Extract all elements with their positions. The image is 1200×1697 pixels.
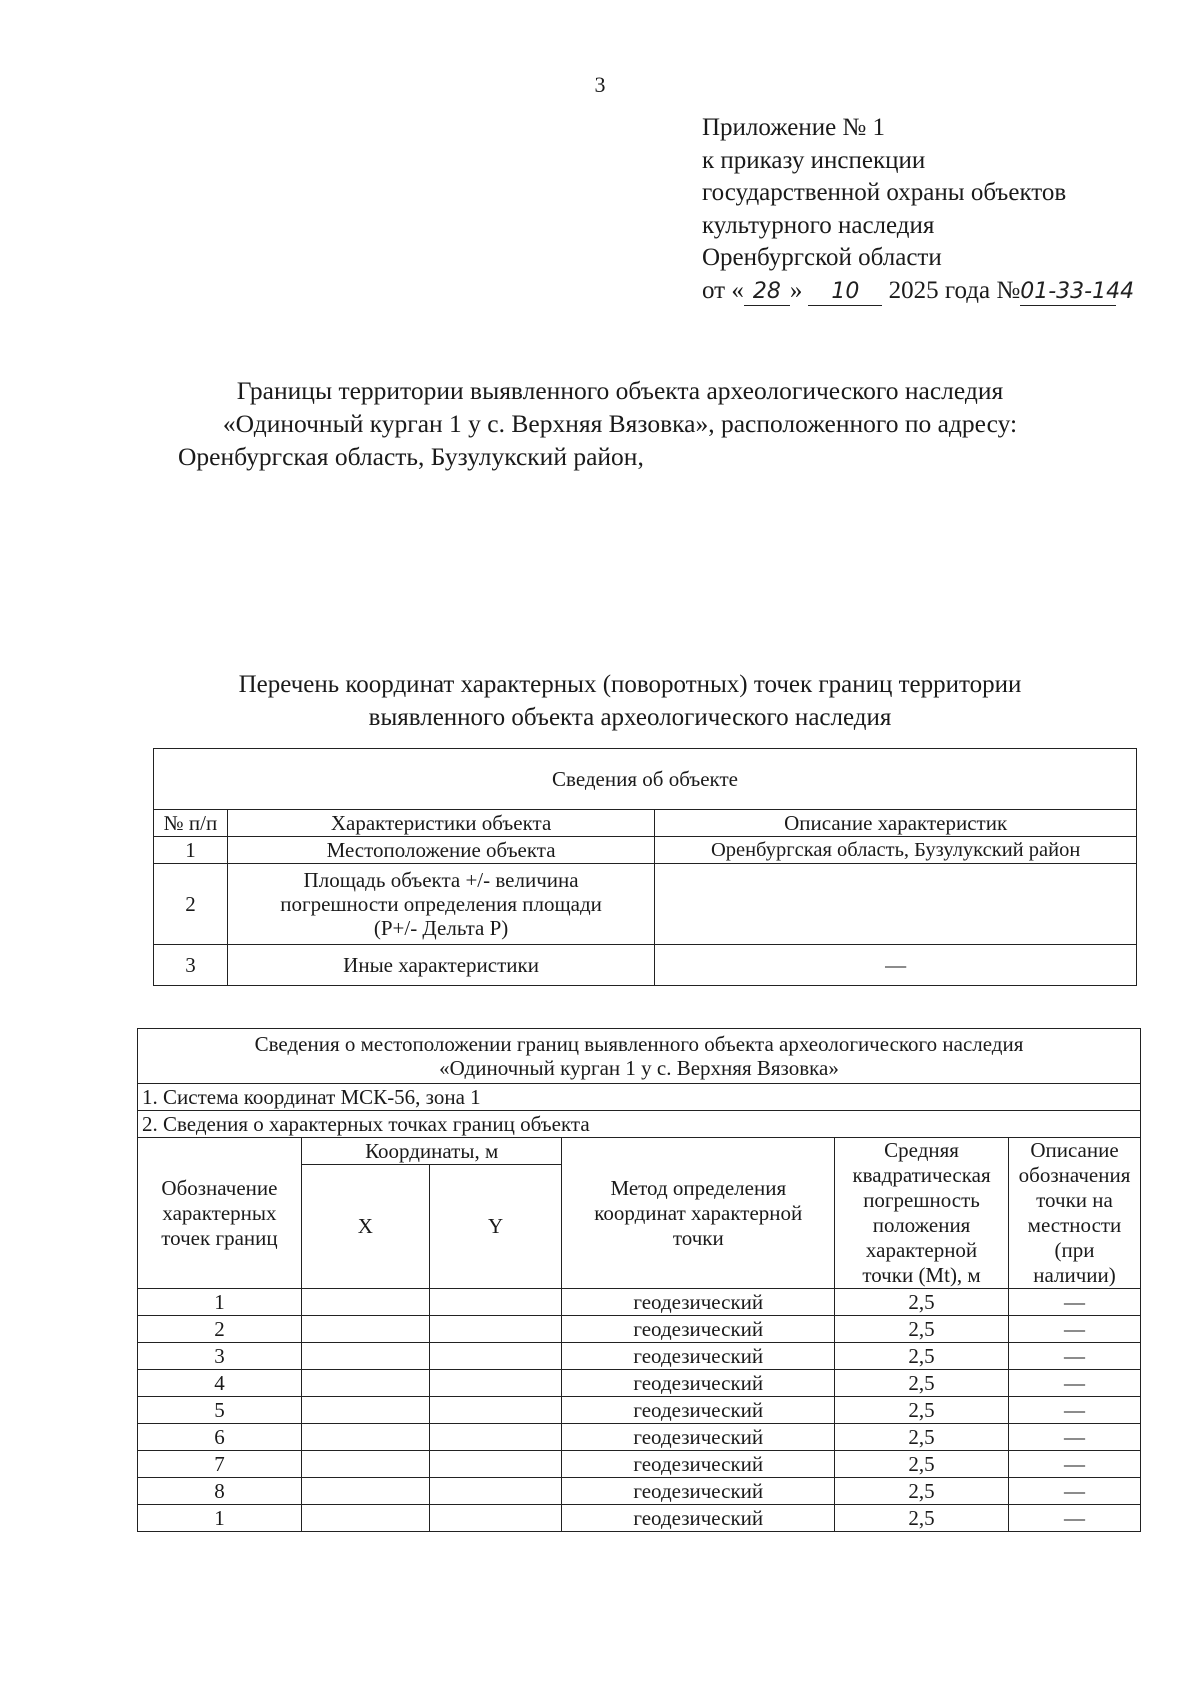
characteristic-value — [655, 864, 1137, 945]
header-line: Описание — [1030, 1138, 1119, 1162]
mean-square-error: 2,5 — [835, 1424, 1009, 1451]
header-line: (при — [1054, 1238, 1095, 1262]
header-line: точки на — [1036, 1188, 1113, 1212]
row-number: 2 — [154, 864, 228, 945]
header-line: обозначения — [1018, 1163, 1131, 1187]
handwritten-month: 10 — [808, 279, 882, 306]
table-row — [138, 1451, 1141, 1478]
determination-method: геодезический — [562, 1397, 835, 1424]
coordinate-y — [429, 1424, 562, 1451]
point-rows — [138, 1289, 1141, 1532]
mean-square-error: 2,5 — [835, 1370, 1009, 1397]
column-header-coordinates: Координаты, м — [301, 1138, 562, 1165]
title-line: Границы территории выявленного объекта археологического наследия — [236, 376, 1004, 405]
day-suffix: » — [789, 276, 803, 304]
characteristic — [227, 864, 654, 945]
coordinate-x — [301, 1370, 429, 1397]
list-title-line: выявленного объекта археологического наследия — [368, 704, 892, 731]
column-header-x: X — [301, 1165, 429, 1289]
table-row — [138, 1478, 1141, 1505]
header-line: квадратическая — [852, 1163, 991, 1187]
table-row — [138, 1397, 1141, 1424]
determination-method: геодезический — [562, 1424, 835, 1451]
column-header-designation — [138, 1138, 302, 1289]
document-title — [160, 374, 1080, 473]
coordinate-y — [429, 1316, 562, 1343]
year-text: 2025 года № — [888, 276, 1021, 304]
heading-line: Сведения о местоположении границ выявленного объекта археологического наследия — [254, 1032, 1024, 1056]
coordinate-x — [301, 1397, 429, 1424]
point-description: — — [1009, 1505, 1141, 1532]
table-heading — [138, 1029, 1141, 1084]
header-line: Средняя — [884, 1138, 959, 1162]
annex-line: Оренбургской области — [702, 244, 942, 271]
column-header-y: Y — [429, 1165, 562, 1289]
coordinate-x — [301, 1343, 429, 1370]
header-line: погрешность — [863, 1188, 980, 1212]
points-section-heading: 2. Сведения о характерных точках границ объекта — [138, 1111, 1141, 1138]
coordinate-y — [429, 1505, 562, 1532]
title-line: «Одиночный курган 1 у с. Верхняя Вязовка», расположенного по адресу: — [222, 409, 1018, 438]
coordinate-x — [301, 1451, 429, 1478]
coordinate-x — [301, 1316, 429, 1343]
list-title-line: Перечень координат характерных (поворотных) точек границ территории — [238, 671, 1022, 698]
determination-method: геодезический — [562, 1289, 835, 1316]
point-description: — — [1009, 1478, 1141, 1505]
coordinate-y — [429, 1478, 562, 1505]
mean-square-error: 2,5 — [835, 1505, 1009, 1532]
table-row — [138, 1505, 1141, 1532]
annex-header — [702, 112, 1135, 307]
point-description: — — [1009, 1343, 1141, 1370]
point-id: 1 — [138, 1289, 302, 1316]
header-line: наличии) — [1033, 1263, 1116, 1287]
heading-line: «Одиночный курган 1 у с. Верхняя Вязовка» — [439, 1056, 839, 1080]
mean-square-error: 2,5 — [835, 1478, 1009, 1505]
annex-line: государственной охраны объектов — [702, 179, 1067, 206]
table-row — [138, 1316, 1141, 1343]
header-line: Метод определения — [610, 1175, 787, 1200]
column-header: Характеристики объекта — [227, 810, 654, 837]
date-prefix: от « — [702, 276, 744, 304]
point-description: — — [1009, 1289, 1141, 1316]
column-header-point-description — [1009, 1138, 1141, 1289]
table-row — [138, 1343, 1141, 1370]
coordinates-list-title — [150, 668, 1110, 734]
handwritten-day: 28 — [744, 279, 790, 306]
coordinate-y — [429, 1343, 562, 1370]
mean-square-error: 2,5 — [835, 1397, 1009, 1424]
coordinate-x — [301, 1478, 429, 1505]
point-description: — — [1009, 1397, 1141, 1424]
header-line: точки — [672, 1225, 724, 1250]
table-row — [138, 1370, 1141, 1397]
mean-square-error: 2,5 — [835, 1451, 1009, 1478]
determination-method: геодезический — [562, 1370, 835, 1397]
point-id: 6 — [138, 1424, 302, 1451]
point-id: 4 — [138, 1370, 302, 1397]
coordinate-system: 1. Система координат МСК-56, зона 1 — [138, 1084, 1141, 1111]
table-heading: Сведения об объекте — [154, 749, 1137, 810]
row-number: 1 — [154, 837, 228, 864]
determination-method: геодезический — [562, 1451, 835, 1478]
row-number: 3 — [154, 945, 228, 986]
point-id: 8 — [138, 1478, 302, 1505]
order-date-line — [702, 275, 1135, 308]
point-description: — — [1009, 1451, 1141, 1478]
characteristic: Иные характеристики — [227, 945, 654, 986]
coordinate-y — [429, 1451, 562, 1478]
header-line: характерных — [162, 1200, 277, 1225]
header-line: местности — [1027, 1213, 1122, 1237]
table-row — [154, 837, 1137, 864]
point-description: — — [1009, 1316, 1141, 1343]
characteristic-value: Оренбургская область, Бузулукский район — [655, 837, 1137, 864]
column-header: Описание характеристик — [655, 810, 1137, 837]
characteristic-line: (Р+/- Дельта Р) — [373, 916, 509, 940]
mean-square-error: 2,5 — [835, 1316, 1009, 1343]
header-line: координат характерной — [594, 1200, 803, 1225]
annex-line: к приказу инспекции — [702, 146, 926, 174]
table-row — [154, 945, 1137, 986]
point-description: — — [1009, 1424, 1141, 1451]
point-id: 3 — [138, 1343, 302, 1370]
coordinate-x — [301, 1289, 429, 1316]
coordinate-y — [429, 1289, 562, 1316]
header-line: Обозначение — [161, 1175, 278, 1200]
header-line: положения — [872, 1213, 971, 1237]
boundary-points-table — [137, 1028, 1141, 1532]
annex-line: Приложение № 1 — [702, 114, 886, 141]
annex-line: культурного наследия — [702, 211, 935, 239]
characteristic: Местоположение объекта — [227, 837, 654, 864]
mean-square-error: 2,5 — [835, 1289, 1009, 1316]
coordinate-y — [429, 1397, 562, 1424]
header-line: точек границ — [161, 1225, 278, 1250]
mean-square-error: 2,5 — [835, 1343, 1009, 1370]
header-line: характерной — [865, 1238, 978, 1262]
point-id: 7 — [138, 1451, 302, 1478]
column-header-method — [562, 1138, 835, 1289]
determination-method: геодезический — [562, 1478, 835, 1505]
point-id: 2 — [138, 1316, 302, 1343]
characteristic-line: Площадь объекта +/- величина — [303, 868, 579, 892]
column-header: № п/п — [154, 810, 228, 837]
determination-method: геодезический — [562, 1343, 835, 1370]
title-line: Оренбургская область, Бузулукский район, — [178, 442, 644, 471]
header-line: точки (Mt), м — [862, 1263, 981, 1287]
page-number: 3 — [594, 72, 606, 97]
point-description: — — [1009, 1370, 1141, 1397]
object-info-table — [153, 748, 1137, 986]
coordinate-y — [429, 1370, 562, 1397]
characteristic-value: — — [655, 945, 1137, 986]
determination-method: геодезический — [562, 1316, 835, 1343]
table-row — [138, 1289, 1141, 1316]
point-id: 5 — [138, 1397, 302, 1424]
coordinate-x — [301, 1424, 429, 1451]
table-row — [138, 1424, 1141, 1451]
characteristic-line: погрешности определения площади — [280, 892, 602, 916]
coordinate-x — [301, 1505, 429, 1532]
table-row — [154, 864, 1137, 945]
handwritten-order-number: 01-33-144 — [1020, 278, 1135, 304]
point-id: 1 — [138, 1505, 302, 1532]
column-header-error — [835, 1138, 1009, 1289]
determination-method: геодезический — [562, 1505, 835, 1532]
